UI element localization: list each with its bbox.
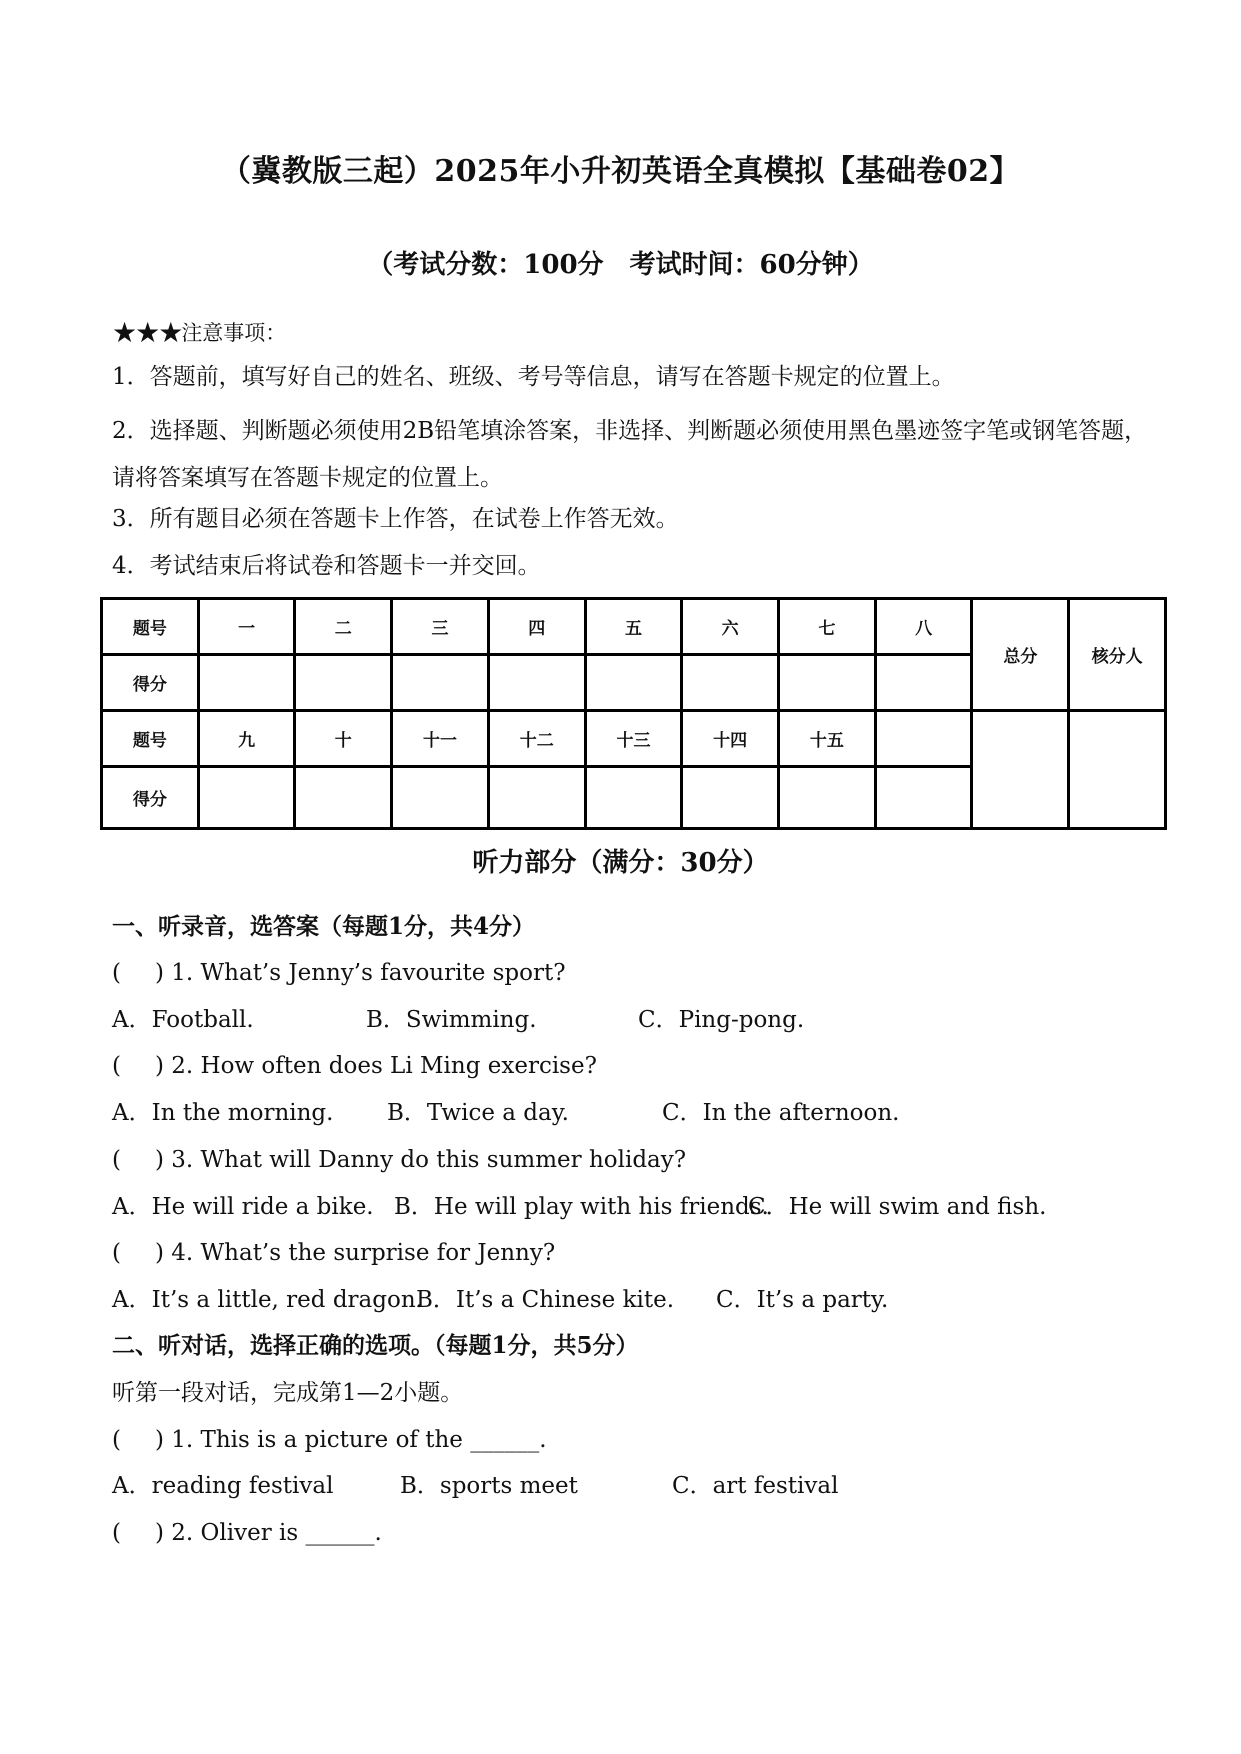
- notice-item: 4．考试结束后将试卷和答题卡一并交回。: [112, 553, 541, 579]
- table-cell: [875, 711, 972, 767]
- notice-item: 3．所有题目必须在答题卡上作答，在试卷上作答无效。: [112, 506, 679, 532]
- checker-header: 核分人: [1069, 599, 1166, 711]
- question: ( ) 2. How often does Li Ming exercise?: [112, 1053, 597, 1079]
- table-cell: 二: [295, 599, 392, 655]
- table-cell: 一: [198, 599, 295, 655]
- score-cell[interactable]: [392, 767, 489, 829]
- question-text: ) 1. This is a picture of the ______.: [154, 1427, 547, 1453]
- table-cell: 十三: [585, 711, 682, 767]
- listening-section-title: 听力部分（满分：30分）: [472, 848, 769, 878]
- score-cell[interactable]: [198, 655, 295, 711]
- checker-cell[interactable]: [1069, 711, 1166, 829]
- table-cell: 七: [779, 599, 876, 655]
- table-cell: 八: [875, 599, 972, 655]
- question-text: ) 3. What will Danny do this summer holiday?: [154, 1147, 687, 1173]
- question: ( ) 4. What’s the surprise for Jenny?: [112, 1240, 556, 1266]
- question: ( ) 2. Oliver is ______.: [112, 1520, 382, 1546]
- notice-heading: [112, 318, 286, 348]
- score-cell[interactable]: [682, 767, 779, 829]
- option-b: B．sports meet: [400, 1473, 578, 1499]
- table-cell: 三: [392, 599, 489, 655]
- table-cell: 五: [585, 599, 682, 655]
- score-cell[interactable]: [682, 655, 779, 711]
- score-cell[interactable]: [488, 767, 585, 829]
- option-b: B．Twice a day.: [387, 1100, 569, 1126]
- row-label: 题号: [102, 711, 199, 767]
- option-a: A．Football.: [112, 1007, 254, 1033]
- score-cell[interactable]: [585, 767, 682, 829]
- part2-heading: 二、听对话，选择正确的选项。（每题1分，共5分）: [112, 1332, 639, 1359]
- table-cell: 十五: [779, 711, 876, 767]
- question-text: ) 1. What’s Jenny’s favourite sport?: [154, 960, 566, 986]
- notice-label: 注意事项：: [181, 321, 287, 345]
- total-score-cell[interactable]: [972, 711, 1069, 829]
- option-a: A．In the morning.: [112, 1100, 334, 1126]
- option-b: B．It’s a Chinese kite.: [416, 1287, 675, 1313]
- question-text: ) 2. How often does Li Ming exercise?: [154, 1053, 597, 1079]
- score-table: [100, 597, 1167, 830]
- exam-info: （考试分数：100分 考试时间：60分钟）: [367, 250, 874, 280]
- table-cell: 十: [295, 711, 392, 767]
- score-cell[interactable]: [295, 767, 392, 829]
- option-a: A．He will ride a bike.: [112, 1194, 374, 1220]
- score-cell[interactable]: [779, 655, 876, 711]
- score-cell[interactable]: [875, 655, 972, 711]
- part1-heading: 一、听录音，选答案（每题1分，共4分）: [112, 913, 536, 940]
- row-label: 得分: [102, 767, 199, 829]
- table-cell: 十一: [392, 711, 489, 767]
- option-c: C．He will swim and fish.: [748, 1194, 1047, 1220]
- star-rating-icon: ★★★: [112, 316, 182, 349]
- option-a: A．reading festival: [112, 1473, 334, 1499]
- notice-item: 1．答题前，填写好自己的姓名、班级、考号等信息，请写在答题卡规定的位置上。: [112, 364, 955, 390]
- score-cell[interactable]: [198, 767, 295, 829]
- part2-instruction: 听第一段对话，完成第1—2小题。: [112, 1380, 464, 1406]
- option-a: A．It’s a little, red dragon.: [112, 1287, 423, 1313]
- option-c: C．In the afternoon.: [662, 1100, 900, 1126]
- table-cell: 十四: [682, 711, 779, 767]
- page-title: （冀教版三起）2025年小升初英语全真模拟【基础卷02】: [220, 154, 1021, 189]
- option-c: C．It’s a party.: [716, 1287, 889, 1313]
- table-row: [102, 711, 1166, 767]
- score-cell[interactable]: [295, 655, 392, 711]
- table-cell: 四: [488, 599, 585, 655]
- question: ( ) 3. What will Danny do this summer holiday?: [112, 1147, 687, 1173]
- notice-item: 2．选择题、判断题必须使用2B铅笔填涂答案，非选择、判断题必须使用黑色墨迹签字笔或钢笔答题，请将答案填写在答题卡规定的位置上。: [112, 418, 1148, 491]
- table-cell: 十二: [488, 711, 585, 767]
- row-label: 题号: [102, 599, 199, 655]
- score-cell[interactable]: [779, 767, 876, 829]
- question: ( ) 1. This is a picture of the ______.: [112, 1427, 547, 1453]
- question-text: ) 2. Oliver is ______.: [154, 1520, 382, 1546]
- question: ( ) 1. What’s Jenny’s favourite sport?: [112, 960, 566, 986]
- total-header: 总分: [972, 599, 1069, 711]
- question-text: ) 4. What’s the surprise for Jenny?: [154, 1240, 556, 1266]
- score-cell[interactable]: [488, 655, 585, 711]
- option-b: B．He will play with his friends.: [394, 1194, 769, 1220]
- table-cell: 九: [198, 711, 295, 767]
- table-cell: 六: [682, 599, 779, 655]
- score-cell[interactable]: [392, 655, 489, 711]
- row-label: 得分: [102, 655, 199, 711]
- table-row: [102, 599, 1166, 655]
- option-b: B．Swimming.: [366, 1007, 537, 1033]
- option-c: C．art festival: [672, 1473, 839, 1499]
- option-c: C．Ping-pong.: [638, 1007, 805, 1033]
- score-cell[interactable]: [585, 655, 682, 711]
- score-cell[interactable]: [875, 767, 972, 829]
